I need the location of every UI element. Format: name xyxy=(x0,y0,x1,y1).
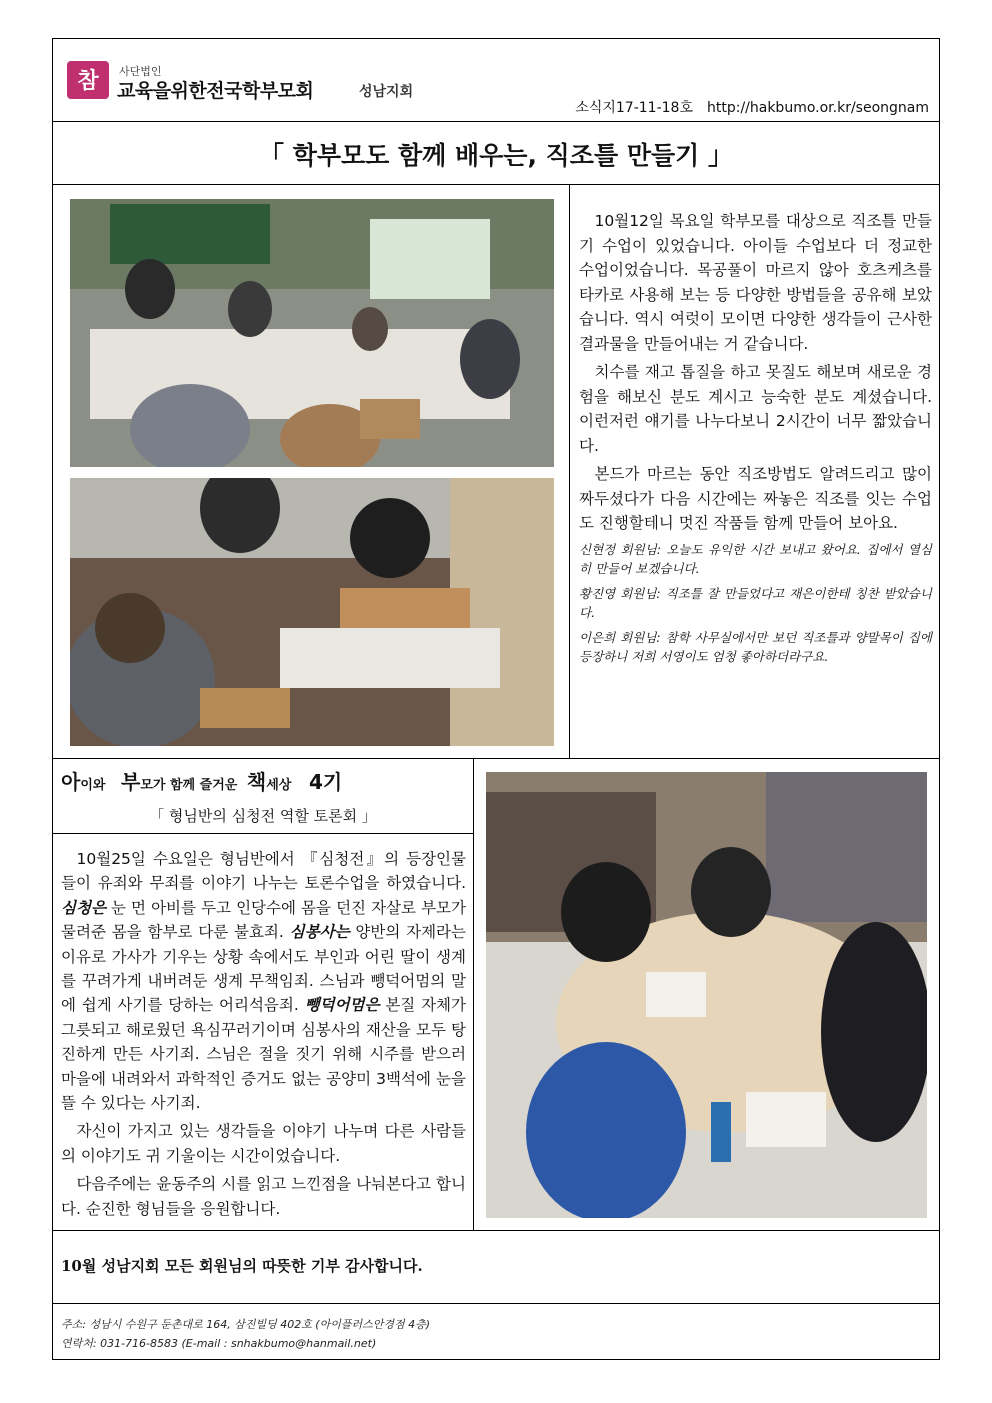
text-run: 눈 먼 아비를 두고 인당수에 몸을 던진 자살로 부모가 물려준 몸을 함부로 다룬 불효죄. xyxy=(61,898,466,942)
org-sub-label: 사단법인 xyxy=(119,65,162,78)
series-char: 부 xyxy=(121,770,141,794)
footer-contact: 연락처: 031-716-8583 (E-mail : snhakbumo@hanmail.net) xyxy=(61,1337,377,1350)
emphasis: 뺑덕어멈은 xyxy=(304,996,380,1015)
series-title xyxy=(61,766,342,795)
site-url[interactable]: http://hakbumo.or.kr/seongnam xyxy=(706,100,929,116)
article1-paragraph: 10월12일 목요일 학부모를 대상으로 직조틀 만들기 수업이 있었습니다. 아이들 수업보다 더 정교한 수업이었습니다. 목공풀이 마르지 않아 호츠케츠를 타카로 사용해 보는 등 다양한 방법들을 공유해 보았습니다. 역시 여럿이 모이면 다양한 생각들이 근사한 결과물을 만들어내는 거 같습니다. xyxy=(579,212,932,353)
discussion-photo xyxy=(486,772,927,1218)
divider xyxy=(53,833,473,834)
member-comment: 이은희 회원님: 참학 사무실에서만 보던 직조틀과 양말목이 집에 등장하니 저희 서영이도 엄청 좋아하더라구요. xyxy=(579,629,932,664)
text-run: 10월25일 수요일은 형님반에서 『심청전』의 등장인물들이 유죄와 무죄를 이야기 나누는 토론수업을 하였습니다. xyxy=(61,850,466,893)
footer-address: 주소: 성남시 수원구 둔촌대로 164, 삼진빌딩 402호 (아이플러스안경점 4층) xyxy=(61,1318,431,1331)
article2-paragraph: 자신이 가지고 있는 생각들을 이야기 나누며 다른 사람들의 이야기도 귀 기울이는 시간이었습니다. xyxy=(61,1122,466,1165)
series-char: 아 xyxy=(61,770,81,794)
emphasis: 심봉사는 xyxy=(289,923,350,942)
text-run: 양반의 자제라는 이유로 가사가 기우는 상황 속에서도 부인과 어린 딸이 생계를 꾸려가게 내버려둔 생계 무책임죄. 스님과 뺑덕어멈의 말에 쉽게 사기를 당하는 어리석음죄. xyxy=(61,923,467,1015)
text-run: 본질 자체가 그릇되고 해로웠던 욕심꾸러기이며 심봉사의 재산을 모두 탕진하게 만든 사기죄. 스님은 절을 짓기 위해 시주를 받으러 마을에 내려와서 과학적인 증거도 없는 공양미 3백석에 눈을 뜰 수 있다는 사기죄. xyxy=(61,996,466,1113)
issue-number: 소식지17-11-18호 xyxy=(575,100,693,116)
divider xyxy=(53,1303,939,1304)
divider xyxy=(53,121,939,122)
member-comment: 신현정 회원님: 오늘도 유익한 시간 보내고 왔어요. 집에서 열심히 만들어 보겠습니다. xyxy=(579,541,932,576)
logo-icon xyxy=(67,61,109,99)
emphasis: 심청은 xyxy=(61,898,106,917)
svg-text:참: 참 xyxy=(77,69,99,94)
workshop-photo-1 xyxy=(70,199,554,467)
thanks-message: 10월 성남지회 모든 회원님의 따뜻한 기부 감사합니다. xyxy=(61,1257,423,1275)
series-text: 모가 함께 즐거운 xyxy=(140,778,238,793)
article1-paragraph: 치수를 재고 톱질을 하고 못질도 해보며 새로운 경험을 해보신 분도 계시고 능숙한 분도 계셨습니다. 이런저런 얘기를 나누다보니 2시간이 너무 짧았습니다. xyxy=(579,363,932,455)
article1-body xyxy=(579,209,932,672)
article2-paragraph: 다음주에는 윤동주의 시를 읽고 느낀점을 나눠본다고 합니다. 순진한 형님들을 응원합니다. xyxy=(61,1175,466,1218)
member-comment: 황진영 회원님: 직조틀 잘 만들었다고 재은이한테 칭찬 받았습니다. xyxy=(579,585,932,620)
series-text: 세상 xyxy=(266,778,292,793)
series-char: 책 xyxy=(246,770,267,794)
divider xyxy=(53,758,939,759)
article2-paragraph xyxy=(61,847,466,1115)
divider xyxy=(53,1230,939,1231)
column-divider xyxy=(473,758,474,1230)
workshop-photo-2 xyxy=(70,478,554,746)
article2-subtitle: 「 형님반의 심청전 역할 토론회 」 xyxy=(149,807,377,825)
series-text: 이와 xyxy=(80,778,106,793)
divider xyxy=(53,184,939,185)
article1-paragraph: 본드가 마르는 동안 직조방법도 알려드리고 많이 짜두셨다가 다음 시간에는 짜놓은 직조를 잇는 수업도 진행할테니 멋진 작품들 함께 만들어 보아요. xyxy=(579,465,932,532)
issue-line xyxy=(575,97,929,117)
article2-body xyxy=(61,847,466,1225)
column-divider xyxy=(569,184,570,758)
newsletter-frame xyxy=(52,38,940,1360)
org-name: 교육을위한전국학부모회 xyxy=(117,80,314,102)
branch-name: 성남지회 xyxy=(359,84,414,100)
article1-title: 「 학부모도 함께 배우는, 직조틀 만들기 」 xyxy=(259,141,733,170)
series-number: 4기 xyxy=(308,770,343,794)
footer xyxy=(61,1315,430,1353)
